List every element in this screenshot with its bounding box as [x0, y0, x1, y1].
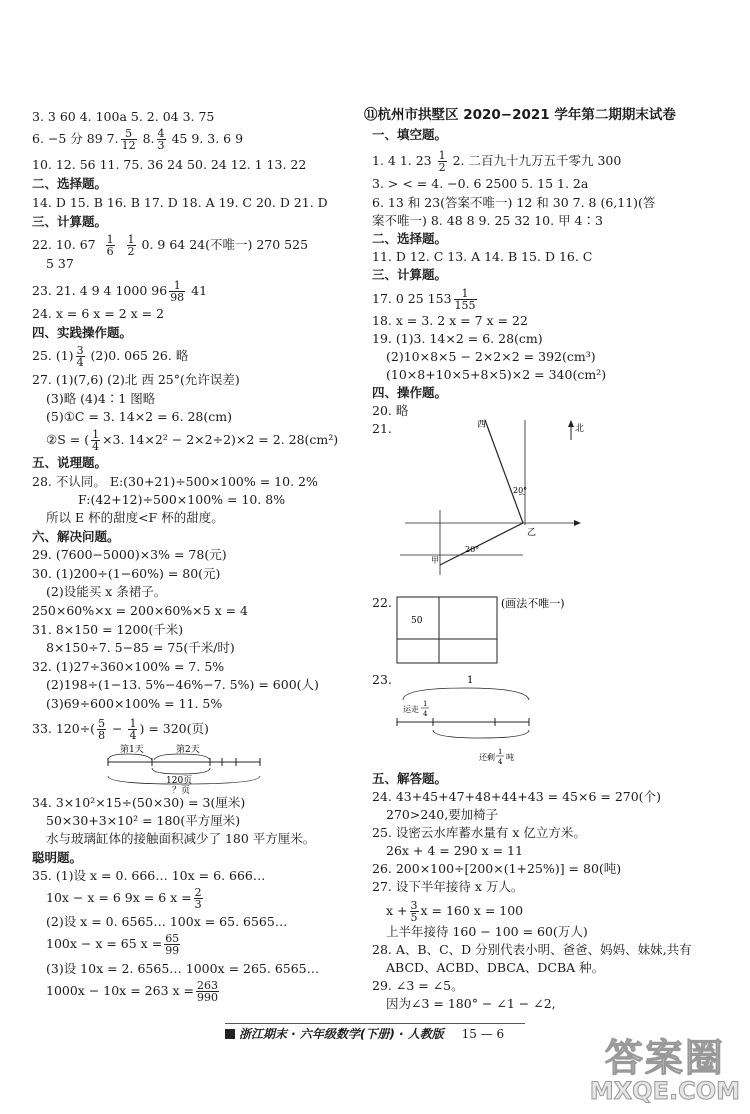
- answer-line: 25. (1) $\frac{3}{4}$ (2)0. 065 26. 略: [32, 344, 189, 369]
- answer-line: F:(42+12)÷500×100% = 10. 8%: [78, 492, 286, 507]
- remain-label: 还剩: [479, 753, 495, 762]
- answer-line: 270>240,要加椅子: [386, 807, 499, 822]
- page-number: 15 — 6: [461, 1027, 505, 1041]
- fraction: $\frac{1}{155}$: [454, 287, 476, 312]
- watermark: [590, 1038, 740, 1104]
- section-heading: 四、操作题。: [372, 385, 448, 400]
- north-label: 北: [575, 424, 585, 434]
- answer-line: 5 37: [46, 256, 74, 271]
- brace-whole: [403, 688, 529, 700]
- brace-120: [152, 768, 210, 774]
- ray-west: [485, 420, 523, 523]
- square-outline: [397, 597, 497, 663]
- answer-line: 100x − x = 65 x = $\frac{65}{99}$: [46, 932, 180, 957]
- remain-frac-d: 4: [498, 758, 503, 766]
- moved-label: 运走: [403, 705, 419, 714]
- area-label: 50: [411, 616, 423, 626]
- answer-line: 250×60%×x = 200×60%×5 x = 4: [32, 603, 248, 618]
- answer-line: 因为∠3 = 180° − ∠1 − ∠2,: [386, 996, 556, 1011]
- answer-line: ABCD、ACBD、DBCA、DCBA 种。: [386, 960, 605, 975]
- whole-label: 1: [467, 675, 474, 686]
- answer-line: 8×150÷7. 5−85 = 75(千米/时): [46, 640, 235, 655]
- answer-line: 28. A、B、C、D 分别代表小明、爸爸、妈妈、妹妹,共有: [372, 942, 692, 957]
- section-heading: 五、说理题。: [32, 455, 108, 470]
- answer-line: 22.: [372, 595, 392, 610]
- fraction: $\frac{3}{5}$: [410, 899, 418, 924]
- brace-remain: [433, 730, 529, 738]
- answer-line: (3)69÷600×100% = 11. 5%: [46, 696, 223, 711]
- fraction: $\frac{5}{8}$: [98, 717, 106, 742]
- answer-line: 19. (1)3. 14×2 = 6. 28(cm): [372, 331, 543, 346]
- answer-line: 22. 10. 67 $\frac{1}{6}$ $\frac{1}{2}$ 0. 9 64 24(不唯一) 270 525: [32, 233, 309, 258]
- answer-line: 14. D 15. B 16. B 17. D 18. A 19. C 20. D 21. D: [32, 195, 328, 210]
- ton-unit: 吨: [506, 753, 514, 762]
- answer-line: (10×8+10×5+8×5)×2 = 340(cm²): [386, 367, 607, 382]
- day2-label: 第2天: [176, 745, 200, 755]
- segment-diagram-33: [100, 742, 270, 794]
- fraction: $\frac{3}{4}$: [76, 344, 84, 369]
- answer-line: ②S = ( $\frac{1}{4}$ ×3. 14×2² − 2×2÷2)×2 = 2. 28(cm²): [46, 428, 339, 453]
- day1-label: 第1天: [120, 745, 144, 755]
- footer-square-icon: [225, 1029, 235, 1039]
- answer-line: 33. 120÷( $\frac{5}{8}$ − $\frac{1}{4}$ ) = 320(页): [32, 717, 209, 742]
- answer-line: 27. (1)(7,6) (2)北 西 25°(允许误差): [32, 372, 240, 387]
- answer-line: 3. 3 60 4. 100a 5. 2. 04 3. 75: [32, 109, 215, 124]
- answer-line: 水与玻璃缸体的接触面积减少了 180 平方厘米。: [46, 831, 316, 846]
- west-label: 西: [477, 420, 487, 430]
- pages-label: 120页: [166, 776, 193, 786]
- answer-line: 25. 设密云水库蓄水量有 x 亿立方米。: [372, 825, 586, 840]
- direction-diagram-21: [395, 415, 595, 575]
- answer-line: (3)略 (4)4∶1 图略: [46, 391, 156, 406]
- fraction: $\frac{1}{6}$: [106, 233, 114, 258]
- fraction: $\frac{4}{3}$: [157, 127, 165, 152]
- axis-arrow: [574, 520, 581, 526]
- answer-line: 35. (1)设 x = 0. 666… 10x = 6. 666…: [32, 868, 266, 883]
- remain-frac-n: 1: [498, 748, 503, 756]
- answer-line: 1000x − 10x = 263 x = $\frac{263}{990}$: [46, 979, 218, 1004]
- ray-jia: [440, 523, 523, 565]
- answer-line: 所以 E 杯的甜度<F 杯的甜度。: [46, 510, 224, 525]
- answer-line: 3. > < = 4. −0. 6 2500 5. 15 1. 2a: [372, 176, 589, 191]
- answer-line: 29. ∠3 = ∠5。: [372, 978, 464, 993]
- answer-line: 24. x = 6 x = 2 x = 2: [32, 306, 165, 321]
- footer-title: 浙江期末 · 六年级数学(下册) · 人教版: [239, 1027, 444, 1041]
- answer-line: 上半年接待 160 − 100 = 60(万人): [386, 924, 588, 939]
- answer-line: (2)设能买 x 条裙子。: [46, 584, 167, 599]
- angle-label: 20°: [513, 486, 528, 495]
- answer-line: 34. 3×10²×15÷(50×30) = 3(厘米): [32, 795, 246, 810]
- fraction: $\frac{1}{2}$: [127, 233, 135, 258]
- answer-line: 31. 8×150 = 1200(千米): [32, 622, 184, 637]
- answer-line: 28. 不认同。 E:(30+21)÷500×100% = 10. 2%: [32, 474, 318, 489]
- answer-line: 11. D 12. C 13. A 14. B 15. D 16. C: [372, 249, 593, 264]
- angle-label: 20°: [465, 545, 480, 554]
- section-heading: 五、解答题。: [372, 771, 448, 786]
- answer-line: (5)①C = 3. 14×2 = 6. 28(cm): [46, 409, 232, 424]
- answer-line: 23. 21. 4 9 4 1000 96 $\frac{1}{98}$ 41: [32, 279, 208, 304]
- answer-line: 32. (1)27÷360×100% = 7. 5%: [32, 659, 225, 674]
- section-heading: 六、解决问题。: [32, 529, 120, 544]
- answer-line: 26x + 4 = 290 x = 11: [386, 843, 523, 858]
- answer-line: 29. (7600−5000)×3% = 78(元): [32, 547, 227, 562]
- answer-line: 18. x = 3. 2 x = 7 x = 22: [372, 313, 528, 328]
- fraction: $\frac{5}{12}$: [121, 127, 136, 152]
- answer-line: (3)设 10x = 2. 6565… 1000x = 265. 6565…: [46, 961, 320, 976]
- answer-line: 案不唯一) 8. 48 8 9. 25 32 10. 甲 4∶3: [372, 213, 603, 228]
- fraction: $\frac{1}{2}$: [438, 149, 446, 174]
- fraction: $\frac{65}{99}$: [165, 932, 180, 957]
- section-heading: 二、选择题。: [32, 176, 108, 191]
- answer-line: 30. (1)200÷(1−60%) = 80(元): [32, 566, 221, 581]
- section-heading: 三、计算题。: [372, 267, 448, 282]
- section-heading: 一、填空题。: [372, 127, 448, 142]
- section-heading: 二、选择题。: [372, 231, 448, 246]
- answer-line: (2)设 x = 0. 6565… 100x = 65. 6565…: [46, 914, 288, 929]
- answer-line: (2)10×8×5 − 2×2×2 = 392(cm³): [386, 349, 596, 364]
- jia-label: 甲: [431, 556, 439, 565]
- moved-frac-n: 1: [423, 700, 428, 708]
- answer-line: 50×30+3×10² = 180(平方厘米): [46, 813, 241, 828]
- fraction: $\frac{1}{98}$: [170, 279, 185, 304]
- section-heading: 三、计算题。: [32, 214, 108, 229]
- fraction: $\frac{2}{3}$: [194, 886, 202, 911]
- answer-line: 17. 0 25 153 $\frac{1}{155}$: [372, 287, 476, 312]
- answer-line: 26. 200×100÷[200×(1+25%)] = 80(吨): [372, 861, 622, 876]
- yi-label: 乙: [527, 528, 537, 538]
- answer-line: 10. 12. 56 11. 75. 36 24 50. 24 12. 1 13. 22: [32, 157, 307, 172]
- answer-line: 21.: [372, 421, 392, 436]
- grid-diagram-22: [395, 595, 595, 667]
- moved-frac-d: 4: [423, 710, 428, 718]
- section-heading: 聪明题。: [32, 850, 83, 865]
- answer-line: 27. 设下半年接待 x 万人。: [372, 879, 524, 894]
- fraction: $\frac{263}{990}$: [197, 979, 218, 1004]
- segment-diagram-23: [395, 672, 595, 770]
- answer-line: 24. 43+45+47+48+44+43 = 45×6 = 270(个): [372, 789, 661, 804]
- answer-line: x + $\frac{3}{5}$ x = 160 x = 100: [386, 899, 524, 924]
- watermark-logo: 答案圈: [604, 1036, 725, 1080]
- answer-line: 6. −5 分 89 7. $\frac{5}{12}$ 8. $\frac{4}{3}$ 45 9. 3. 6 9: [32, 127, 244, 152]
- answer-line: 20. 略: [372, 403, 409, 418]
- fraction: $\frac{1}{4}$: [129, 717, 137, 742]
- section-heading: 四、实践操作题。: [32, 325, 133, 340]
- answer-line: 10x − x = 6 9x = 6 x = $\frac{2}{3}$: [46, 886, 202, 911]
- answer-line: (2)198÷(1−13. 5%−46%−7. 5%) = 600(人): [46, 677, 319, 692]
- answer-line: 23.: [372, 672, 392, 687]
- page-footer: [225, 1023, 525, 1044]
- north-arrow-head: [568, 420, 574, 427]
- exam-title: ⑪杭州市拱墅区 2020−2021 学年第二期期末试卷: [364, 107, 676, 123]
- drawing-note: (画法不唯一): [501, 597, 565, 610]
- answer-line: 1. 4 1. 23 $\frac{1}{2}$ 2. 二百九十九万五千零九 300: [372, 149, 622, 174]
- watermark-url: MXQE.COM: [589, 1077, 740, 1105]
- answer-line: 6. 13 和 23(答案不唯一) 12 和 30 7. 8 (6,11)(答: [372, 195, 656, 210]
- question-pages-label: ？页: [172, 786, 191, 794]
- fraction: $\frac{1}{4}$: [92, 428, 100, 453]
